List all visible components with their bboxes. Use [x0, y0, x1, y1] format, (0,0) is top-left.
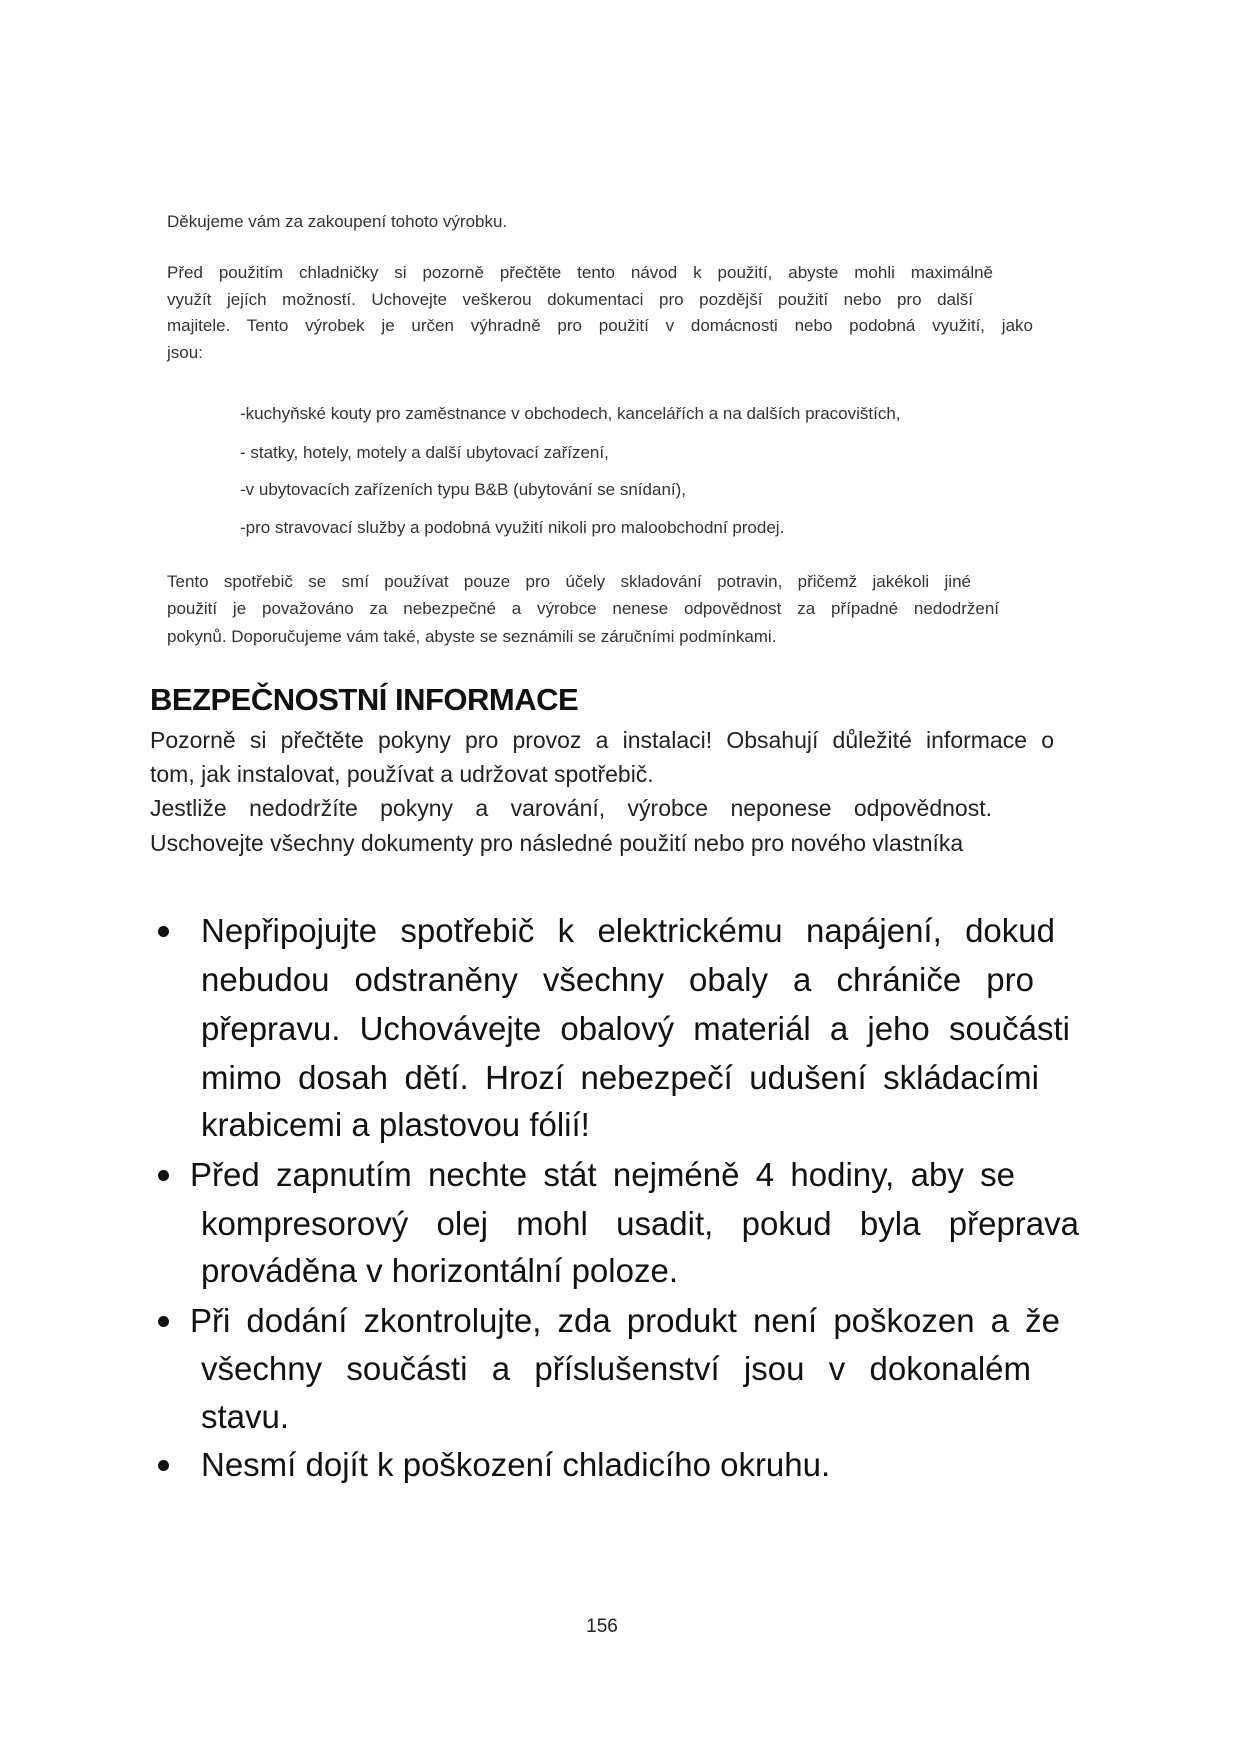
usage-paragraph-line: použití je považováno za nebezpečné a výrobce nenese odpovědnost za případné nedodržení — [167, 599, 999, 618]
use-list-item: -pro stravovací služby a podobná využití nikoli pro maloobchodní prodej. — [240, 518, 785, 537]
bullet-line: mimo dosah dětí. Hrozí nebezpečí udušení skládacími — [201, 1059, 1039, 1096]
bullet-line: všechny součásti a příslušenství jsou v dokonalém — [201, 1350, 1031, 1387]
bullet-line: prováděna v horizontální poloze. — [201, 1252, 678, 1289]
bullet-icon — [158, 1170, 169, 1181]
bullet-icon — [158, 926, 169, 937]
usage-paragraph-line: pokynů. Doporučujeme vám také, abyste se seznámili se záručními podmínkami. — [167, 627, 777, 646]
bullet-line: stavu. — [201, 1398, 290, 1435]
intro-paragraph-line: jsou: — [167, 343, 203, 362]
bullet-line: Nepřipojujte spotřebič k elektrickému napájení, dokud — [201, 912, 1055, 949]
usage-paragraph-line: Tento spotřebič se smí používat pouze pro účely skladování potravin, přičemž jakékoli jiné — [167, 572, 971, 591]
bullet-icon — [158, 1316, 169, 1327]
safety-intro-line: Jestliže nedodržíte pokyny a varování, výrobce neponese odpovědnost. — [150, 795, 992, 821]
use-list-item: - statky, hotely, motely a další ubytovací zařízení, — [240, 443, 609, 462]
safety-intro-line: Pozorně si přečtěte pokyny pro provoz a instalaci! Obsahují důležité informace o — [150, 727, 1054, 753]
use-list-item: -v ubytovacích zařízeních typu B&B (ubytování se snídaní), — [240, 480, 687, 499]
bullet-line: Nesmí dojít k poškození chladicího okruhu. — [201, 1446, 831, 1483]
safety-intro-line: Uschovejte všechny dokumenty pro následné použití nebo pro nového vlastníka — [150, 830, 964, 856]
bullet-line: krabicemi a plastovou fólií! — [201, 1106, 590, 1143]
bullet-line: přepravu. Uchovávejte obalový materiál a jeho součásti — [201, 1010, 1070, 1047]
intro-paragraph-line: Před použitím chladničky si pozorně přečtěte tento návod k použití, abyste mohli maximálně — [167, 263, 993, 282]
intro-paragraph-line: majitele. Tento výrobek je určen výhradně pro použití v domácnosti nebo podobná využití, jako — [167, 316, 1033, 335]
safety-intro-line: tom, jak instalovat, používat a udržovat spotřebič. — [150, 761, 654, 787]
section-heading: BEZPEČNOSTNÍ INFORMACE — [150, 682, 579, 717]
page-number: 156 — [586, 1616, 618, 1637]
thanks-text: Děkujeme vám za zakoupení tohoto výrobku. — [167, 212, 508, 231]
bullet-line: kompresorový olej mohl usadit, pokud byla přeprava — [201, 1205, 1079, 1242]
bullet-icon — [158, 1460, 169, 1471]
bullet-line: Při dodání zkontrolujte, zda produkt není poškozen a že — [190, 1302, 1060, 1339]
intro-paragraph-line: využít jejích možností. Uchovejte veškerou dokumentaci pro pozdější použití nebo pro další — [167, 290, 973, 309]
bullet-line: nebudou odstraněny všechny obaly a chrániče pro — [201, 961, 1034, 998]
use-list-item: -kuchyňské kouty pro zaměstnance v obchodech, kancelářích a na dalších pracovištích, — [240, 404, 901, 423]
bullet-line: Před zapnutím nechte stát nejméně 4 hodiny, aby se — [190, 1156, 1015, 1193]
